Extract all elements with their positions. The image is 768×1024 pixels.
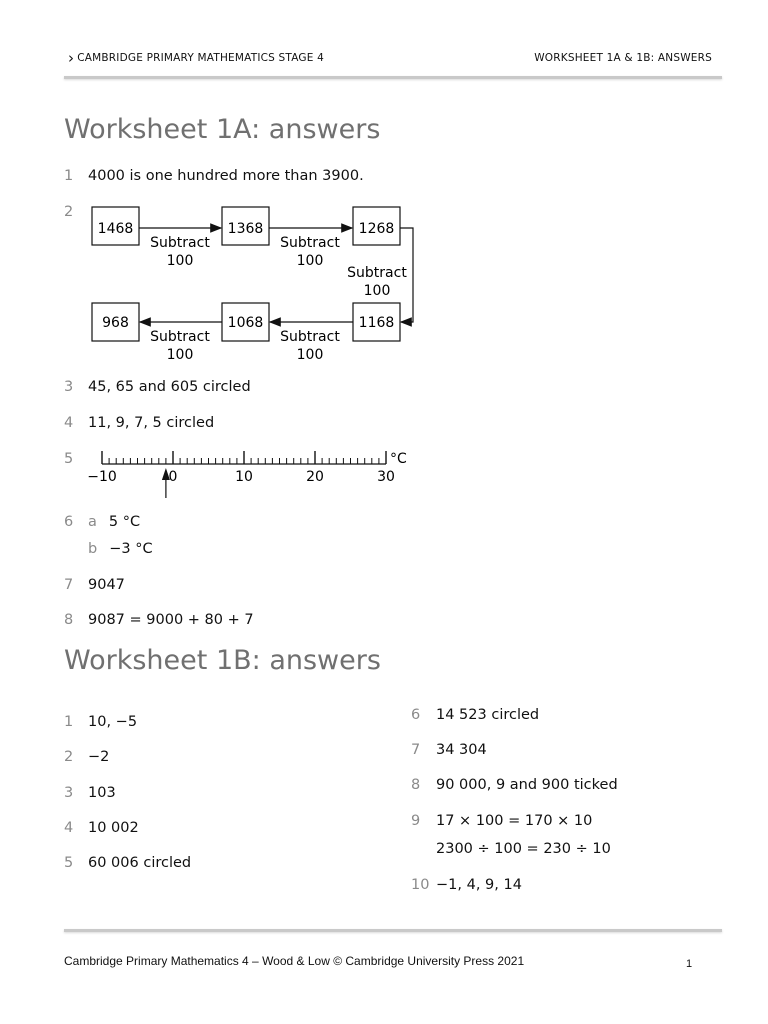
flow-box	[222, 207, 269, 245]
q4-number: 4	[64, 415, 74, 431]
ws1b-q-answer: 60 006 circled	[88, 855, 192, 871]
q1-answer: 4000 is one hundred more than 3900.	[88, 168, 364, 184]
ws1b-q-answer: −1, 4, 9, 14	[436, 877, 522, 893]
footer-copyright: Cambridge Primary Mathematics 4 – Wood & Low © Cambridge University Press 2021	[64, 954, 525, 968]
ws1b-q-number: 4	[64, 820, 74, 836]
flow-box	[353, 207, 400, 245]
q6a-answer	[88, 513, 140, 531]
ws1b-q-answer: −2	[88, 749, 110, 765]
q8-number: 8	[64, 612, 74, 628]
operation-label: 100	[296, 347, 324, 363]
ws1b-q-answer: 10, −5	[88, 714, 138, 730]
ws1b-q-number: 3	[64, 785, 74, 801]
ws1b-q-answer: 34 304	[436, 742, 487, 758]
ws1b-q-answer: 10 002	[88, 820, 139, 836]
operation-label: Subtract	[280, 329, 340, 345]
q6b-text: −3 °C	[109, 541, 153, 557]
ws1b-q-number: 10	[411, 877, 430, 893]
ws1b-title: Worksheet 1B: answers	[64, 645, 381, 676]
q7-number: 7	[64, 577, 74, 593]
q6-number: 6	[64, 514, 74, 530]
flow-box	[222, 303, 269, 341]
q1-number: 1	[64, 168, 74, 184]
running-header-left	[68, 49, 325, 67]
operation-label: Subtract	[347, 265, 407, 281]
footer-rule	[64, 929, 722, 932]
header-rule	[64, 76, 722, 79]
ws1b-q-number: 5	[64, 855, 74, 871]
flow-box-label: 968	[102, 315, 129, 331]
flow-box	[92, 207, 139, 245]
operation-label: 100	[166, 347, 194, 363]
ws1b-q-number: 8	[411, 777, 421, 793]
operation-label: 100	[296, 253, 324, 269]
q3-answer: 45, 65 and 605 circled	[88, 379, 251, 395]
tick-label: −10	[87, 469, 117, 485]
operation-label: Subtract	[150, 329, 210, 345]
flow-box	[92, 303, 139, 341]
header-title: CAMBRIDGE PRIMARY MATHEMATICS STAGE 4	[77, 52, 325, 64]
q5-number: 5	[64, 451, 74, 467]
operation-label: 100	[363, 283, 391, 299]
subtract-flow-diagram	[80, 196, 430, 368]
q2-number: 2	[64, 204, 74, 220]
q6a-text: 5 °C	[108, 514, 141, 530]
ws1b-q-answer-line2: 2300 ÷ 100 = 230 ÷ 10	[436, 841, 611, 857]
q7-answer: 9047	[88, 577, 125, 593]
operation-label: 100	[166, 253, 194, 269]
tick-label: 20	[306, 469, 324, 485]
q6a-label: a	[88, 514, 97, 530]
tick-label: 10	[235, 469, 253, 485]
ws1b-q-number: 2	[64, 749, 74, 765]
ws1b-q-number: 6	[411, 707, 421, 723]
flow-box	[353, 303, 400, 341]
q8-answer: 9087 = 9000 + 80 + 7	[88, 612, 254, 628]
flow-box-label: 1368	[227, 221, 264, 237]
ws1b-q-number: 1	[64, 714, 74, 730]
flow-box-label: 1468	[97, 221, 134, 237]
unit-label: °C	[390, 451, 407, 467]
ws1a-title: Worksheet 1A: answers	[64, 114, 381, 145]
flow-box-label: 1168	[358, 315, 395, 331]
flow-box-label: 1268	[358, 221, 395, 237]
flow-box-label: 1068	[227, 315, 264, 331]
q3-number: 3	[64, 379, 74, 395]
q4-answer: 11, 9, 7, 5 circled	[88, 415, 215, 431]
operation-label: Subtract	[150, 235, 210, 251]
ws1b-q-number: 7	[411, 742, 421, 758]
header-worksheet-label: WORKSHEET 1A & 1B: ANSWERS	[534, 52, 712, 64]
ws1b-q-answer: 90 000, 9 and 900 ticked	[436, 777, 618, 793]
ws1b-q-answer: 103	[88, 785, 116, 801]
temperature-number-line	[84, 444, 424, 500]
operation-label: Subtract	[280, 235, 340, 251]
page-number: 1	[686, 958, 693, 970]
ws1b-q-answer: 17 × 100 = 170 × 10	[436, 813, 593, 829]
tick-label: 30	[377, 469, 395, 485]
chevron-right-icon: ›	[68, 49, 75, 67]
q6b-label: b	[88, 541, 98, 557]
tick-label: 0	[168, 469, 178, 485]
q6b-answer	[88, 540, 153, 558]
ws1b-q-answer: 14 523 circled	[436, 707, 540, 723]
ws1b-q-number: 9	[411, 813, 421, 829]
